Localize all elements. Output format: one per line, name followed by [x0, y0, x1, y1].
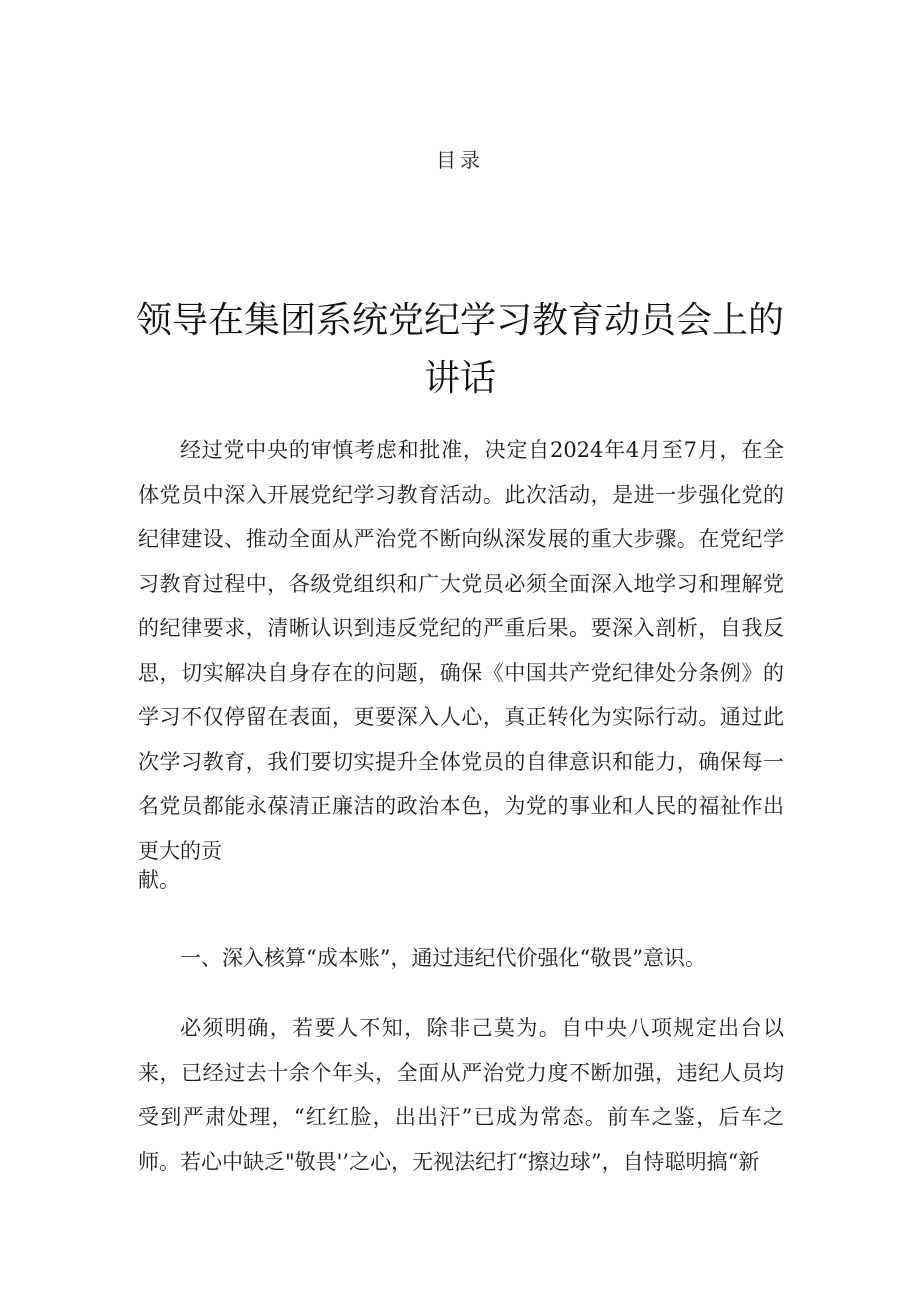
paragraph-section-1: 必须明确，若要人不知，除非己莫为。自中央八项规定出台以来，已经过去十余个年头，全面从严治党力度不断加强，违纪人员均受到严肃处理，“红红脸，出出汗”已成为常态。前车之鉴，后车之师。若心中缺乏"敬畏'’之心，无视法纪打“擦边球”，自恃聪明搞“新	[138, 1016, 784, 1174]
toc-heading: 目录	[436, 148, 484, 172]
document-title: 领导在集团系统党纪学习教育动员会上的讲话	[135, 300, 784, 399]
paragraph-intro: 经过党中央的审慎考虑和批准，决定自2024年4月至7月，在全体党员中深入开展党纪学习教育活动。此次活动，是进一步强化党的纪律建设、推动全面从严治党不断向纵深发展的重大步骤。在党纪学习教育过程中，各级党组织和广大党员必须全面深入地学习和理解党的纪律要求，清晰认识到违反党纪的严重后果。要深入剖析，自我反思，切实解决自身存在的问题，确保《中国共产党纪律处分条例》的学习不仅停留在表面，更要深入人心，真正转化为实际行动。通过此次学习教育，我们要切实提升全体党员的自律意识和能力，确保每一名党员都能永葆清正廉洁的政治本色，为党的事业和人民的福祉作出更大的贡	[138, 438, 784, 863]
section-heading-1: 一、深入核算“成本账”，通过违纪代价强化“敬畏”意识。	[180, 946, 706, 970]
paragraph-continuation: 献。	[138, 868, 180, 892]
